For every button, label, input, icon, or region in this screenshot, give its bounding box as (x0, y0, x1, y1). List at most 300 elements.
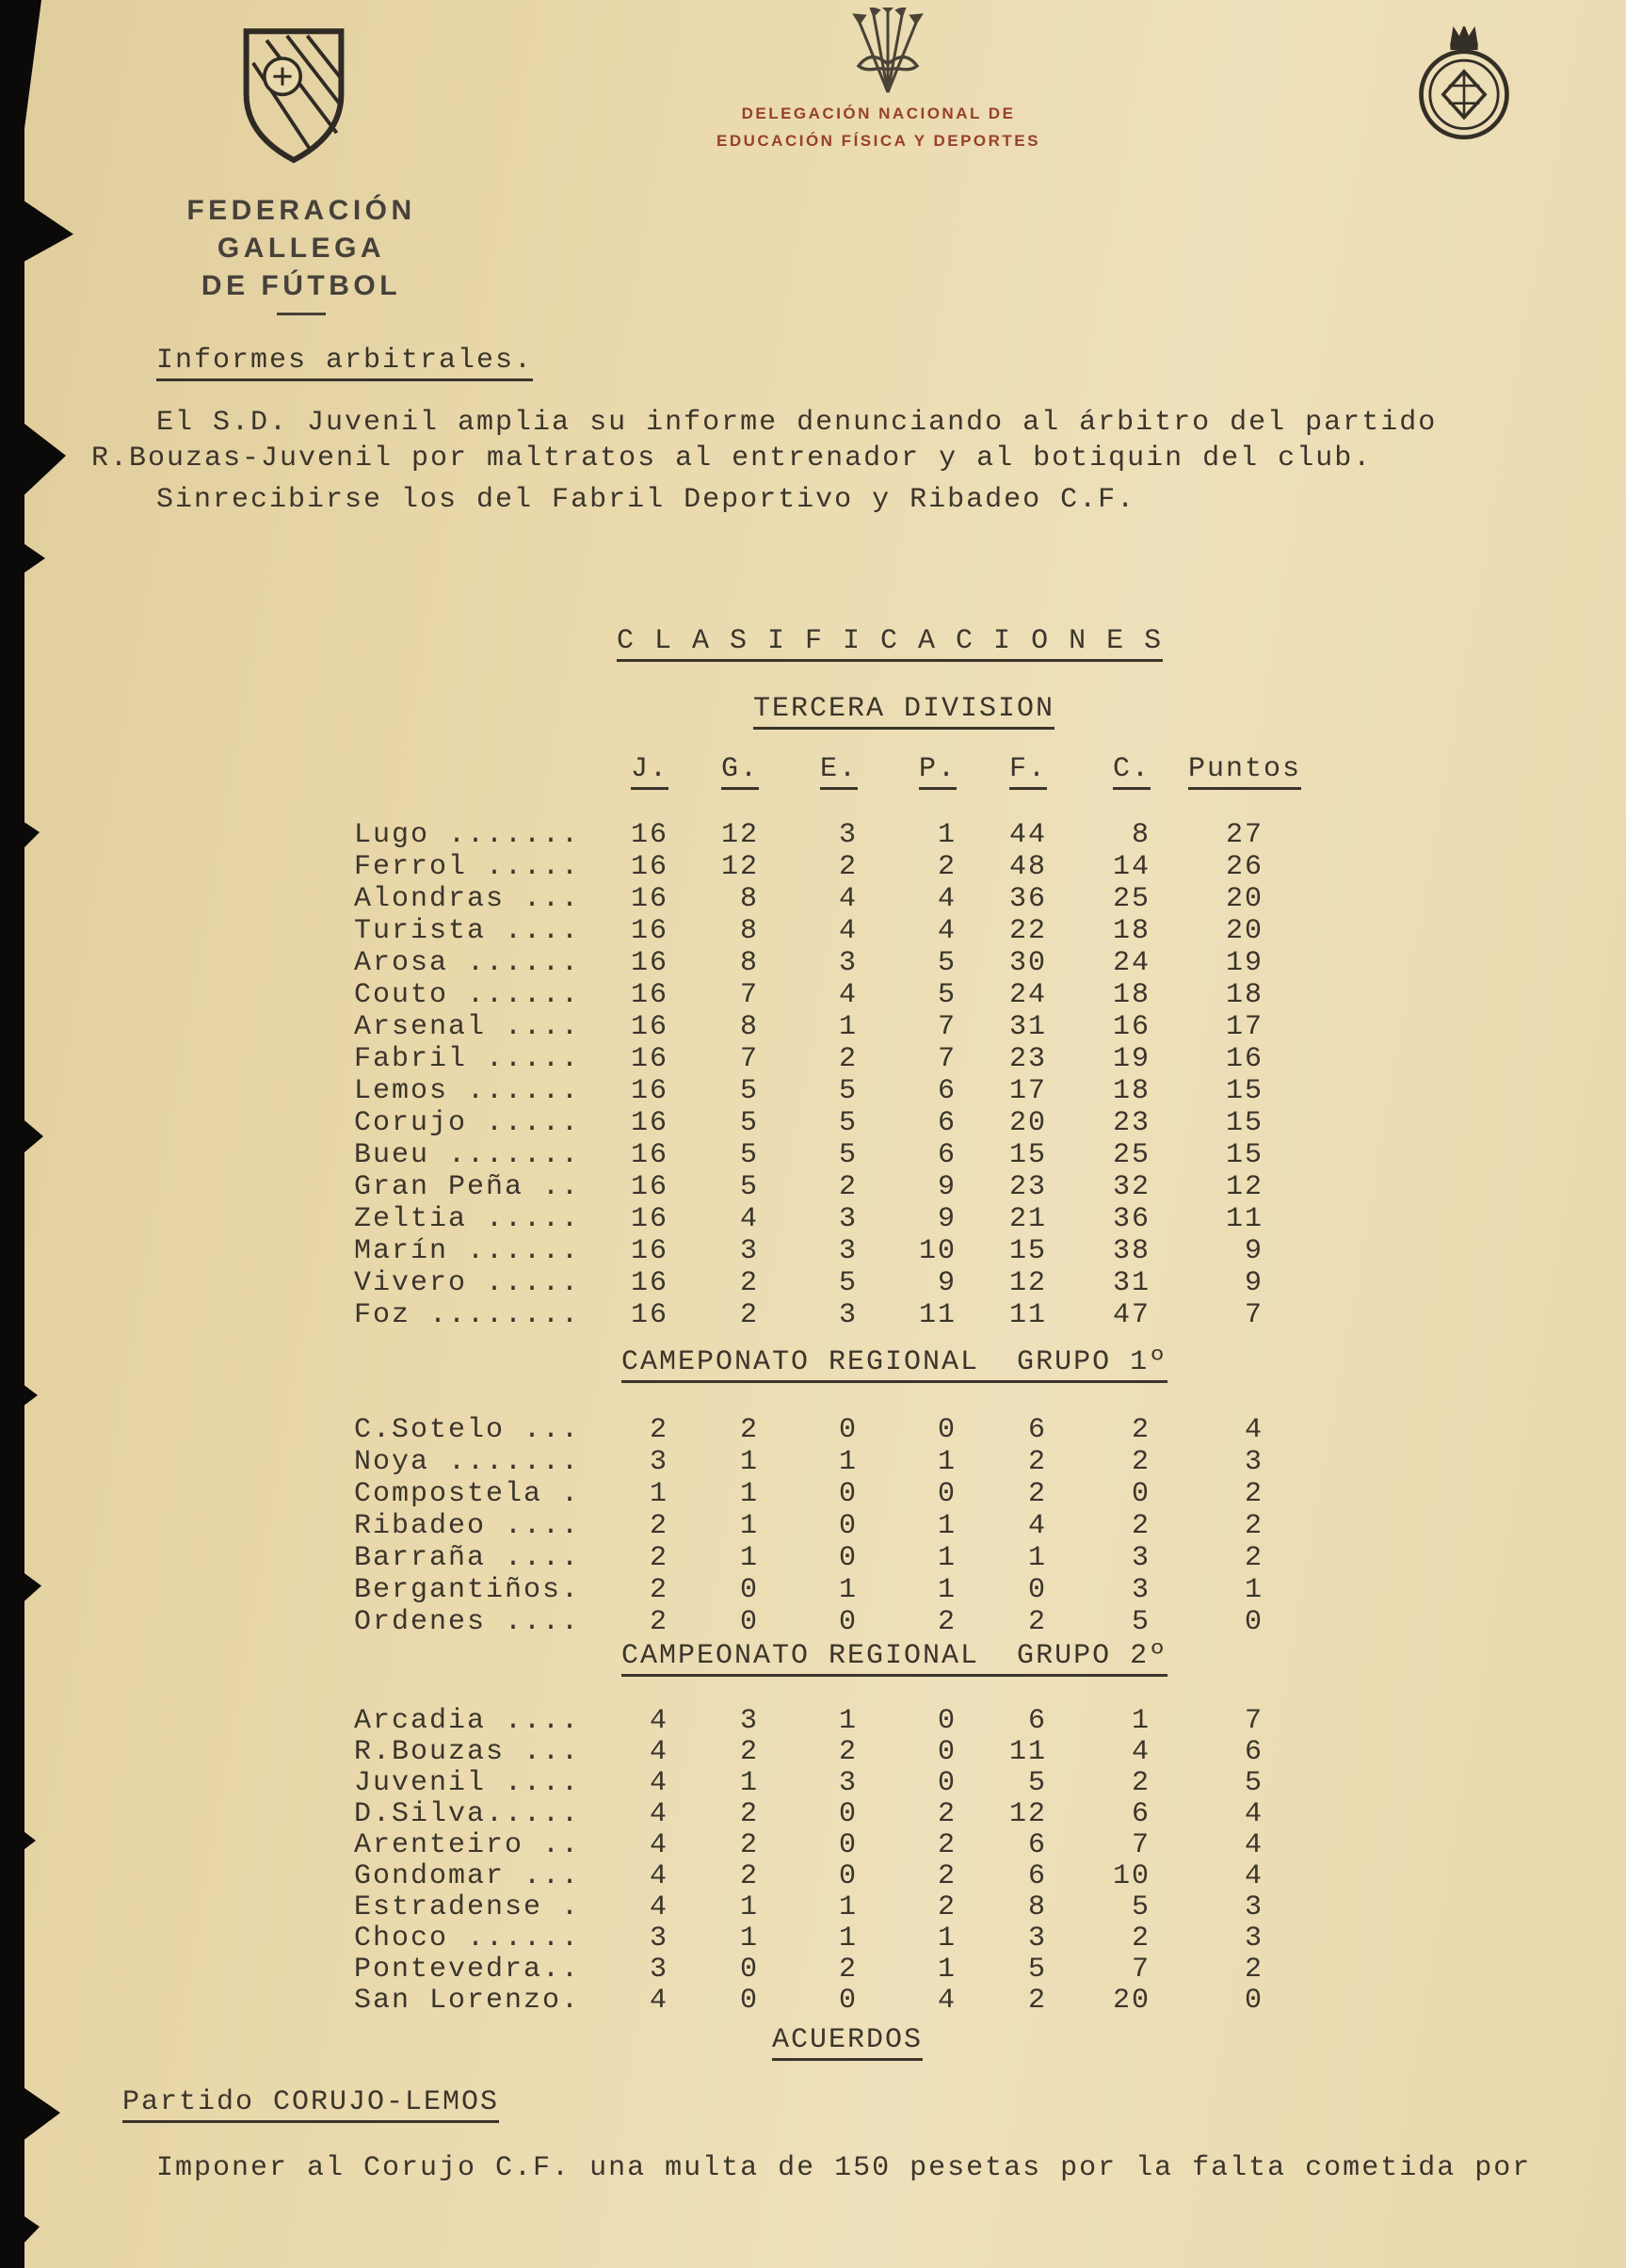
stat-value: 7 (937, 1043, 957, 1075)
stat-value: 2 (838, 1171, 858, 1203)
table-row (354, 1737, 1301, 1768)
stat-value: 6 (1027, 1705, 1047, 1737)
stat-value: 5 (739, 1075, 759, 1107)
stat-value: 16 (631, 979, 669, 1011)
column-header: J. (631, 753, 668, 790)
delegation-line2: EDUCACIÓN FÍSICA Y DEPORTES (716, 132, 1040, 150)
stat-value: 0 (1244, 1606, 1264, 1638)
stat-value: 5 (838, 1139, 858, 1171)
stat-value: 11 (1008, 1736, 1047, 1768)
stat-value: 3 (838, 947, 858, 979)
stat-value: 2 (649, 1414, 668, 1446)
stat-value: 5 (739, 1171, 759, 1203)
stat-value: 1 (838, 1705, 858, 1737)
stat-value: 6 (937, 1107, 957, 1139)
stat-value: 2 (838, 851, 858, 883)
stat-value: 4 (1244, 1860, 1264, 1892)
stat-value: 4 (937, 915, 957, 947)
stat-value: 0 (838, 1985, 858, 2017)
stat-value: 1 (937, 1574, 957, 1606)
stat-value: 2 (739, 1736, 759, 1768)
stat-value: 18 (1112, 915, 1151, 947)
stat-value: 5 (739, 1139, 759, 1171)
stat-value: 1 (937, 1954, 957, 1986)
stat-value: 20 (1008, 1107, 1047, 1139)
stat-value: 7 (739, 1043, 759, 1075)
table-row (354, 1043, 1301, 1075)
grupo2-heading (621, 1640, 1167, 1677)
team-name: Ferrol ..... (354, 851, 581, 883)
table-row (354, 1861, 1301, 1892)
stat-value: 5 (838, 1267, 858, 1299)
stat-value: 10 (918, 1235, 957, 1267)
stat-value: 1 (739, 1478, 759, 1510)
stat-value: 3 (838, 1767, 858, 1799)
stat-value: 3 (838, 1299, 858, 1331)
stat-value: 0 (838, 1478, 858, 1510)
stat-value: 1 (739, 1542, 759, 1574)
partido-heading-text: Partido CORUJO-LEMOS (122, 2086, 499, 2123)
stat-value: 1 (937, 1542, 957, 1574)
stat-value: 11 (918, 1299, 957, 1331)
stat-value: 25 (1112, 1139, 1151, 1171)
delegation-line1: DELEGACIÓN NACIONAL DE (741, 105, 1016, 122)
table-row (354, 1075, 1301, 1107)
stat-value: 9 (1244, 1235, 1264, 1267)
stat-value: 11 (1225, 1203, 1264, 1235)
stat-value: 16 (631, 851, 669, 883)
stat-value: 0 (838, 1829, 858, 1861)
stat-value: 16 (1225, 1043, 1264, 1075)
team-name: Pontevedra.. (354, 1954, 581, 1986)
stat-value: 1 (937, 1446, 957, 1478)
stat-value: 4 (1027, 1510, 1047, 1542)
stat-value: 5 (838, 1107, 858, 1139)
stat-value: 4 (649, 1705, 668, 1737)
torn-edge-mark (0, 0, 41, 141)
table-row (354, 947, 1301, 979)
team-column-spacer (354, 753, 631, 790)
stat-value: 2 (649, 1606, 668, 1638)
stat-value: 0 (739, 1985, 759, 2017)
team-name: Choco ...... (354, 1922, 581, 1954)
table-row (354, 1542, 1301, 1574)
stat-value: 2 (739, 1798, 759, 1830)
stat-value: 4 (1244, 1414, 1264, 1446)
table-row (354, 1923, 1301, 1954)
team-name: Arosa ...... (354, 947, 581, 979)
stat-value: 15 (1008, 1235, 1047, 1267)
team-name: Gran Peña .. (354, 1171, 581, 1203)
stat-value: 2 (937, 1891, 957, 1923)
stat-value: 24 (1008, 979, 1047, 1011)
tercera-division-table (354, 819, 1301, 1331)
stat-value: 20 (1225, 883, 1264, 915)
stat-value: 0 (838, 1606, 858, 1638)
stat-value: 16 (631, 1299, 669, 1331)
stat-value: 1 (937, 1510, 957, 1542)
stat-value: 2 (1027, 1606, 1047, 1638)
table-row (354, 1954, 1301, 1986)
acuerdos-heading (772, 2024, 923, 2061)
stat-value: 2 (649, 1574, 668, 1606)
stat-value: 6 (1244, 1736, 1264, 1768)
stat-value: 9 (937, 1203, 957, 1235)
stat-value: 4 (1244, 1829, 1264, 1861)
stat-value: 6 (1131, 1798, 1151, 1830)
stat-value: 8 (739, 883, 759, 915)
team-name: Alondras ... (354, 883, 581, 915)
stat-value: 16 (631, 1011, 669, 1043)
stat-value: 2 (1131, 1510, 1151, 1542)
team-name: Bergantiños. (354, 1574, 581, 1606)
stat-value: 2 (1244, 1542, 1264, 1574)
stat-value: 15 (1008, 1139, 1047, 1171)
stat-value: 23 (1112, 1107, 1151, 1139)
report-paragraph-line: El S.D. Juvenil amplia su informe denunciando al árbitro del partido (156, 407, 1438, 439)
column-header-cell (631, 753, 706, 790)
column-header-cell (895, 753, 994, 790)
tercera-division-heading (753, 693, 1054, 730)
stat-value: 3 (739, 1235, 759, 1267)
stat-value: 1 (1244, 1574, 1264, 1606)
stat-value: 7 (1244, 1299, 1264, 1331)
stat-value: 2 (1027, 1446, 1047, 1478)
stat-value: 0 (838, 1860, 858, 1892)
stat-value: 8 (1027, 1891, 1047, 1923)
stat-value: 4 (1131, 1736, 1151, 1768)
table-row (354, 819, 1301, 851)
stat-value: 5 (1131, 1606, 1151, 1638)
table-row (354, 915, 1301, 947)
org-name-rule (277, 313, 326, 315)
stat-value: 1 (739, 1922, 759, 1954)
partido-heading (122, 2086, 499, 2123)
stat-value: 6 (1027, 1829, 1047, 1861)
column-header: E. (820, 753, 858, 790)
stat-value: 4 (838, 883, 858, 915)
stat-value: 21 (1008, 1203, 1047, 1235)
royal-crest-logo (1409, 26, 1520, 145)
team-name: C.Sotelo ... (354, 1414, 581, 1446)
stat-value: 1 (838, 1891, 858, 1923)
grupo1-table (354, 1414, 1301, 1638)
stat-value: 4 (649, 1891, 668, 1923)
stat-value: 5 (937, 947, 957, 979)
stat-value: 4 (739, 1203, 759, 1235)
stat-value: 16 (631, 1203, 669, 1235)
stat-value: 2 (739, 1299, 759, 1331)
table-row (354, 1139, 1301, 1171)
stat-value: 8 (739, 947, 759, 979)
acuerdos-body-line: Imponer al Corujo C.F. una multa de 150 pesetas por la falta cometida por (156, 2152, 1532, 2184)
team-name: Zeltia ..... (354, 1203, 581, 1235)
stat-value: 30 (1008, 947, 1047, 979)
table-row (354, 883, 1301, 915)
stat-value: 2 (838, 1954, 858, 1986)
table-row (354, 1986, 1301, 2017)
column-header-cell (994, 753, 1085, 790)
torn-edge-mark (0, 405, 66, 518)
stat-value: 3 (1131, 1542, 1151, 1574)
stat-value: 2 (838, 1043, 858, 1075)
stat-value: 3 (649, 1954, 668, 1986)
table-row (354, 851, 1301, 883)
column-header: G. (721, 753, 759, 790)
stat-value: 1 (1131, 1705, 1151, 1737)
stat-value: 2 (739, 1267, 759, 1299)
stat-value: 4 (649, 1860, 668, 1892)
acuerdos-heading-text: ACUERDOS (772, 2024, 923, 2061)
stat-value: 3 (838, 819, 858, 851)
delegation-block (671, 100, 1086, 154)
team-name: Arcadia .... (354, 1705, 581, 1737)
stat-value: 6 (937, 1139, 957, 1171)
stat-value: 12 (720, 819, 759, 851)
stat-value: 4 (649, 1736, 668, 1768)
stat-value: 16 (631, 1235, 669, 1267)
stat-value: 3 (1027, 1922, 1047, 1954)
stat-value: 1 (838, 1011, 858, 1043)
stat-value: 0 (1244, 1985, 1264, 2017)
stat-value: 2 (1131, 1922, 1151, 1954)
stat-value: 11 (1008, 1299, 1047, 1331)
stat-value: 17 (1225, 1011, 1264, 1043)
team-name: Arsenal .... (354, 1011, 581, 1043)
stat-value: 4 (838, 979, 858, 1011)
stat-value: 15 (1225, 1107, 1264, 1139)
stat-value: 1 (649, 1478, 668, 1510)
stat-value: 32 (1112, 1171, 1151, 1203)
column-header-cell (797, 753, 895, 790)
grupo1-heading (621, 1346, 1167, 1383)
team-name: R.Bouzas ... (354, 1736, 581, 1768)
informes-heading-text: Informes arbitrales. (156, 345, 533, 381)
stat-value: 5 (739, 1107, 759, 1139)
stat-value: 47 (1112, 1299, 1151, 1331)
stat-value: 48 (1008, 851, 1047, 883)
table-row (354, 1446, 1301, 1478)
team-name: Corujo ..... (354, 1107, 581, 1139)
stat-value: 19 (1112, 1043, 1151, 1075)
stat-value: 1 (937, 1922, 957, 1954)
team-name: Ribadeo .... (354, 1510, 581, 1542)
stat-value: 5 (937, 979, 957, 1011)
stat-value: 4 (937, 1985, 957, 2017)
stat-value: 4 (649, 1767, 668, 1799)
team-name: Arenteiro .. (354, 1829, 581, 1861)
stat-value: 3 (1244, 1446, 1264, 1478)
table-row (354, 1171, 1301, 1203)
stat-value: 25 (1112, 883, 1151, 915)
stat-value: 16 (631, 1043, 669, 1075)
stat-value: 0 (838, 1542, 858, 1574)
table-row (354, 1011, 1301, 1043)
stat-value: 7 (1131, 1954, 1151, 1986)
team-name: Juvenil .... (354, 1767, 581, 1799)
stat-value: 31 (1008, 1011, 1047, 1043)
stat-value: 1 (739, 1446, 759, 1478)
stat-value: 0 (838, 1798, 858, 1830)
stat-value: 2 (937, 1860, 957, 1892)
team-name: Couto ...... (354, 979, 581, 1011)
team-name: Bueu ....... (354, 1139, 581, 1171)
table-row (354, 979, 1301, 1011)
stat-value: 12 (1225, 1171, 1264, 1203)
stat-value: 0 (1131, 1478, 1151, 1510)
table-row (354, 1706, 1301, 1737)
federation-shield-logo (237, 24, 350, 166)
stat-value: 5 (1131, 1891, 1151, 1923)
stat-value: 18 (1112, 979, 1151, 1011)
stat-value: 3 (649, 1922, 668, 1954)
stat-value: 31 (1112, 1267, 1151, 1299)
stat-value: 18 (1225, 979, 1264, 1011)
stat-value: 7 (1131, 1829, 1151, 1861)
team-name: Gondomar ... (354, 1860, 581, 1892)
column-header-cell (1085, 753, 1188, 790)
stat-value: 23 (1008, 1043, 1047, 1075)
stat-value: 2 (1244, 1510, 1264, 1542)
table-row (354, 1892, 1301, 1923)
team-name: Vivero ..... (354, 1267, 581, 1299)
table-header-row (354, 753, 1301, 790)
column-header-cell (706, 753, 797, 790)
tercera-division-heading-text: TERCERA DIVISION (753, 693, 1054, 730)
stat-value: 2 (937, 851, 957, 883)
stat-value: 2 (649, 1510, 668, 1542)
stat-value: 3 (838, 1203, 858, 1235)
stat-value: 2 (1131, 1414, 1151, 1446)
stat-value: 4 (937, 883, 957, 915)
stat-value: 1 (838, 1574, 858, 1606)
stat-value: 14 (1112, 851, 1151, 883)
stat-value: 16 (631, 819, 669, 851)
yoke-and-arrows-emblem (845, 8, 930, 98)
stat-value: 2 (1244, 1954, 1264, 1986)
stat-value: 16 (631, 1139, 669, 1171)
stat-value: 8 (1131, 819, 1151, 851)
stat-value: 2 (739, 1829, 759, 1861)
stat-value: 5 (1027, 1767, 1047, 1799)
stat-value: 3 (1244, 1922, 1264, 1954)
stat-value: 2 (937, 1798, 957, 1830)
stat-value: 4 (649, 1985, 668, 2017)
stat-value: 2 (739, 1860, 759, 1892)
team-name: Fabril ..... (354, 1043, 581, 1075)
stat-value: 0 (937, 1736, 957, 1768)
stat-value: 15 (1225, 1075, 1264, 1107)
team-name: Marín ...... (354, 1235, 581, 1267)
grupo2-heading-text: CAMPEONATO REGIONAL GRUPO 2º (621, 1640, 1167, 1677)
team-name: Estradense . (354, 1891, 581, 1923)
stat-value: 6 (937, 1075, 957, 1107)
stat-value: 2 (1027, 1478, 1047, 1510)
stat-value: 16 (631, 883, 669, 915)
clasificaciones-heading (617, 625, 1163, 662)
stat-value: 16 (631, 1171, 669, 1203)
org-name-block (111, 192, 491, 315)
stat-value: 0 (739, 1606, 759, 1638)
stat-value: 4 (649, 1798, 668, 1830)
stat-value: 2 (649, 1542, 668, 1574)
informes-heading (156, 345, 533, 381)
table-row (354, 1478, 1301, 1510)
column-header: C. (1113, 753, 1151, 790)
stat-value: 0 (1027, 1574, 1047, 1606)
stat-value: 36 (1008, 883, 1047, 915)
stat-value: 2 (1131, 1767, 1151, 1799)
table-row (354, 1799, 1301, 1830)
stat-value: 19 (1225, 947, 1264, 979)
stat-value: 8 (739, 915, 759, 947)
stat-value: 20 (1112, 1985, 1151, 2017)
stat-value: 16 (631, 947, 669, 979)
stat-value: 1 (838, 1446, 858, 1478)
stat-value: 2 (739, 1414, 759, 1446)
table-row (354, 1267, 1301, 1299)
torn-edge-mark (0, 185, 73, 275)
table-row (354, 1414, 1301, 1446)
stat-value: 0 (937, 1414, 957, 1446)
team-name: Ordenes .... (354, 1606, 581, 1638)
stat-value: 3 (649, 1446, 668, 1478)
table-row (354, 1203, 1301, 1235)
stat-value: 8 (739, 1011, 759, 1043)
stat-value: 4 (838, 915, 858, 947)
stat-value: 2 (1244, 1478, 1264, 1510)
stat-value: 16 (631, 1075, 669, 1107)
table-row (354, 1768, 1301, 1799)
org-name-line2: DE FÚTBOL (201, 270, 402, 301)
report-paragraph-line: Sinrecibirse los del Fabril Deportivo y Ribadeo C.F. (156, 484, 1136, 516)
stat-value: 0 (937, 1478, 957, 1510)
table-row (354, 1606, 1301, 1638)
stat-value: 23 (1008, 1171, 1047, 1203)
table-row (354, 1235, 1301, 1267)
column-header: F. (1009, 753, 1047, 790)
torn-edge-mark (0, 2071, 60, 2158)
stat-value: 17 (1008, 1075, 1047, 1107)
stat-value: 6 (1027, 1860, 1047, 1892)
team-name: Foz ........ (354, 1299, 581, 1331)
stat-value: 0 (838, 1510, 858, 1542)
grupo1-heading-text: CAMEPONATO REGIONAL GRUPO 1º (621, 1346, 1167, 1383)
report-paragraph-line: R.Bouzas-Juvenil por maltratos al entrenador y al botiquin del club. (91, 442, 1373, 475)
stat-value: 3 (1131, 1574, 1151, 1606)
stat-value: 44 (1008, 819, 1047, 851)
stat-value: 2 (937, 1606, 957, 1638)
stat-value: 0 (739, 1574, 759, 1606)
stat-value: 5 (838, 1075, 858, 1107)
stat-value: 4 (649, 1829, 668, 1861)
stat-value: 1 (937, 819, 957, 851)
grupo2-table (354, 1706, 1301, 2017)
team-name: Turista .... (354, 915, 581, 947)
stat-value: 3 (1244, 1891, 1264, 1923)
stat-value: 24 (1112, 947, 1151, 979)
stat-value: 0 (937, 1705, 957, 1737)
stat-value: 1 (1027, 1542, 1047, 1574)
stat-value: 5 (1027, 1954, 1047, 1986)
team-name: Compostela . (354, 1478, 581, 1510)
table-row (354, 1574, 1301, 1606)
stat-value: 1 (739, 1510, 759, 1542)
stat-value: 0 (838, 1414, 858, 1446)
stat-value: 18 (1112, 1075, 1151, 1107)
stat-value: 12 (1008, 1267, 1047, 1299)
stat-value: 22 (1008, 915, 1047, 947)
